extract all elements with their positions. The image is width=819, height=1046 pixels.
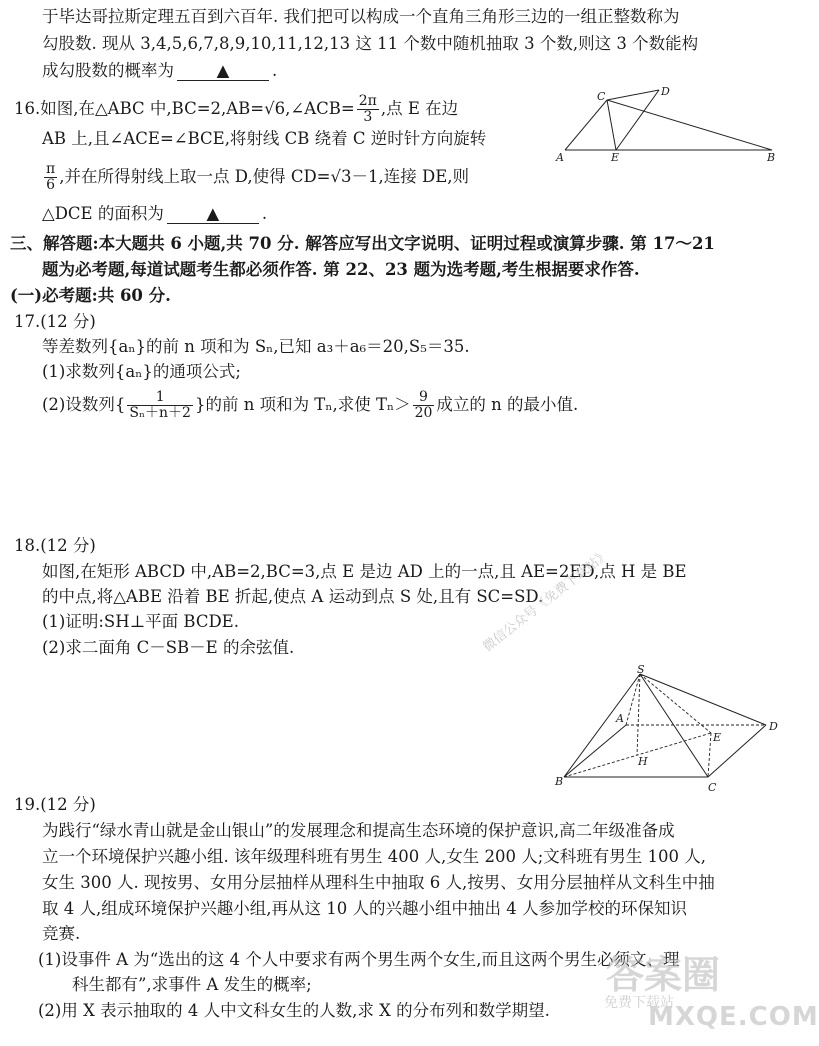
edge-SE-dashed: [640, 674, 711, 733]
q16-end: .: [261, 204, 268, 223]
q18-heading: 18.(12 分): [14, 536, 96, 555]
q16-line1: [14, 94, 458, 125]
bottom-watermark-text: 免费下载站: [604, 995, 674, 1011]
segment-DE: [616, 90, 659, 150]
label-B: B: [767, 151, 776, 164]
pyramid-figure-q18: [548, 662, 783, 794]
q17-line3-c: 成立的 n 的最小值.: [436, 395, 579, 414]
fraction-1-over-Sn: [127, 390, 193, 421]
frac-num: 2π: [358, 93, 377, 109]
q16-line4-text: △DCE 的面积为: [42, 204, 164, 223]
label-E: E: [713, 731, 722, 744]
answer-blank: [177, 62, 269, 81]
label-E: E: [611, 151, 620, 164]
frac-den: 3: [363, 109, 373, 125]
fraction-2pi-over-3: [357, 94, 379, 125]
frac-den: Sₙ＋n＋2: [129, 405, 191, 421]
logo-main-text: 答案圈: [606, 953, 721, 997]
edge-SH-dashed: [637, 674, 640, 755]
edge-SA-dashed: [626, 674, 640, 725]
segment-CB: [607, 100, 772, 150]
q17-line3: [42, 390, 578, 421]
q18-line2: 的中点,将△ABE 沿着 BE 折起,使点 A 运动到点 S 处,且有 SC=SD.: [42, 587, 544, 606]
q19-line8: (2)用 X 表示抽取的 4 人中文科女生的人数,求 X 的分布列和数学期望.: [38, 1001, 550, 1020]
q16-line3: [42, 162, 469, 193]
q16-line2: AB 上,且∠ACE=∠BCE,将射线 CB 绕着 C 逆时针方向旋转: [42, 129, 487, 148]
triangle-figure-q16: [552, 84, 787, 166]
label-C: C: [597, 90, 606, 103]
segment-CE: [607, 100, 616, 150]
edge-AB: [564, 725, 626, 777]
q19-line4: 取 4 人,组成环境保护兴趣小组,再从这 10 人的兴趣小组中抽出 4 人参加学校的环保知识: [42, 899, 687, 918]
q15-line3-text: 成勾股数的概率为: [42, 61, 174, 80]
label-C: C: [708, 781, 717, 794]
diagonal-watermark: 微信公众号《免费下载站》: [480, 547, 613, 655]
q16-line3-text: ,并在所得射线上取一点 D,使得 CD=√3－1,连接 DE,则: [59, 167, 470, 186]
section3-line1: 三、解答题:本大题共 6 小题,共 70 分. 解答应写出文字说明、证明过程或演算步骤. 第 17～21: [10, 234, 715, 253]
q16-line1-b: ,点 E 在边: [380, 99, 459, 118]
label-A: A: [556, 151, 564, 164]
fraction-pi-over-6: [44, 162, 57, 193]
section3-line2: 题为必考题,每道试题考生都必须作答. 第 22、23 题为选考题,考生根据要求作答.: [42, 260, 640, 279]
q17-line1: 等差数列{aₙ}的前 n 项和为 Sₙ,已知 a₃＋a₆＝20,S₅＝35.: [42, 337, 470, 356]
segment-CA: [565, 100, 607, 150]
q19-line3: 女生 300 人. 现按男、女用分层抽样从理科生中抽取 6 人,按男、女用分层抽样从文科生中抽: [42, 873, 715, 892]
q16-line4: [42, 203, 267, 225]
q15-end: .: [272, 61, 278, 80]
frac-num: π: [46, 161, 56, 177]
q18-line1: 如图,在矩形 ABCD 中,AB=2,BC=3,点 E 是边 AD 上的一点,且 AE=2ED,点 H 是 BE: [42, 562, 687, 581]
q19-line2: 立一个环境保护兴趣小组. 该年级理科班有男生 400 人,女生 200 人;文科班有男生 100 人,: [42, 847, 706, 866]
label-D: D: [769, 720, 778, 733]
edge-SD: [640, 674, 766, 725]
logo-sub-text: MXQE.COM: [648, 1002, 819, 1032]
segment-CD: [607, 90, 659, 100]
q15-line3: [42, 60, 277, 82]
frac-den: 20: [414, 405, 433, 421]
q18-line4: (2)求二面角 C－SB－E 的余弦值.: [42, 638, 295, 657]
triangle-marker-icon: ▲: [216, 61, 230, 80]
triangle-marker-icon: ▲: [206, 204, 220, 223]
corner-logo-watermark: [596, 944, 819, 1046]
q15-line2: 勾股数. 现从 3,4,5,6,7,8,9,10,11,12,13 这 11 个数中随机抽取 3 个数,则这 3 个数能构: [42, 34, 699, 53]
q17-line3-b: }的前 n 项和为 Tₙ,求使 Tₙ＞: [194, 395, 411, 414]
q19-line1: 为践行“绿水青山就是金山银山”的发展理念和提高生态环境的保护意识,高二年级准备成: [42, 821, 675, 840]
q15-line1: 于毕达哥拉斯定理五百到六百年. 我们把可以构成一个直角三角形三边的一组正整数称为: [42, 7, 680, 26]
q17-line3-a: (2)设数列{: [42, 395, 126, 414]
q19-line7: 科生都有”,求事件 A 发生的概率;: [72, 975, 312, 994]
q16-number: 16.: [14, 99, 41, 118]
label-H: H: [638, 755, 648, 768]
q19-line6: (1)设事件 A 为“选出的这 4 个人中要求有两个男生两个女生,而且这两个男生必须文、理: [38, 950, 680, 969]
edge-SC: [640, 674, 708, 777]
frac-num: 1: [127, 390, 193, 406]
label-D: D: [661, 85, 670, 98]
q19-heading: 19.(12 分): [14, 795, 96, 814]
section3-line3: (一)必考题:共 60 分.: [10, 286, 171, 305]
edge-SB: [564, 674, 640, 777]
label-S: S: [637, 663, 645, 676]
frac-num: 9: [413, 390, 435, 406]
frac-den: 6: [46, 177, 56, 193]
q18-line3: (1)证明:SH⊥平面 BCDE.: [42, 612, 239, 631]
fraction-9-over-20: [413, 390, 435, 421]
edge-EC-dashed: [708, 733, 711, 777]
label-B: B: [555, 775, 564, 788]
label-A: A: [616, 712, 624, 725]
answer-blank: [167, 205, 259, 224]
q19-line5: 竞赛.: [42, 924, 81, 943]
q17-heading: 17.(12 分): [14, 312, 96, 331]
q17-line2: (1)求数列{aₙ}的通项公式;: [42, 362, 241, 381]
q16-line1-a: 如图,在△ABC 中,BC=2,AB=√6,∠ACB=: [40, 99, 355, 118]
